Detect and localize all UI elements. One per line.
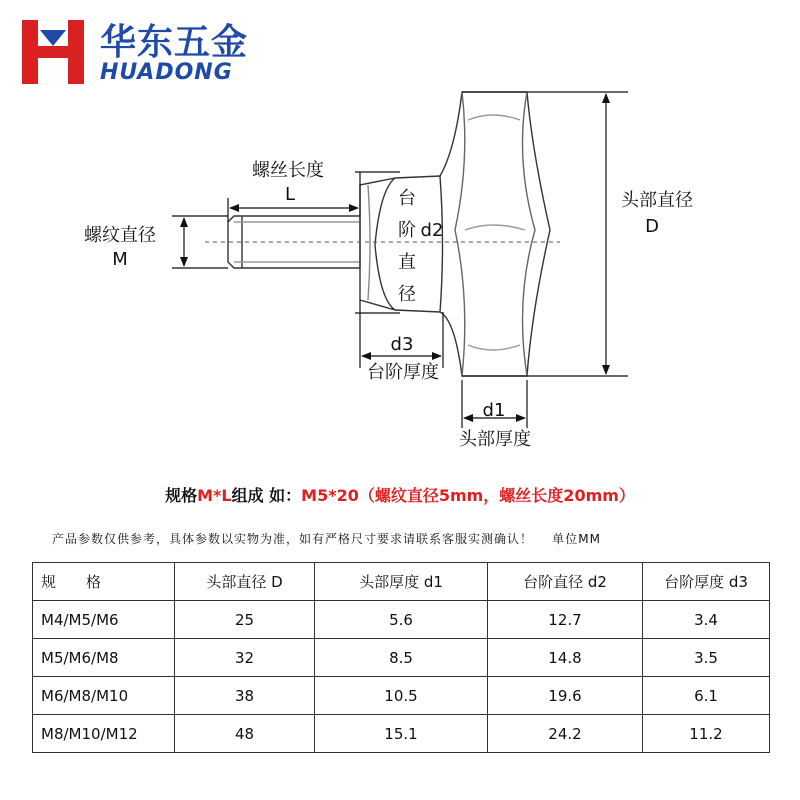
table-cell: 10.5 <box>315 677 488 715</box>
head-thickness-label: 头部厚度 <box>459 429 531 450</box>
spec-middle: 组成 如： <box>231 486 302 505</box>
step-diameter-char-3: 直 <box>398 252 416 273</box>
table-cell: 15.1 <box>315 715 488 753</box>
step-diameter-symbol: d2 <box>420 220 444 241</box>
head-thickness-symbol: d1 <box>482 400 506 421</box>
step-shoulder <box>360 178 395 310</box>
step-thickness-label: 台阶厚度 <box>367 362 439 383</box>
table-cell: 19.6 <box>488 677 643 715</box>
head-diameter-label: 头部直径 <box>621 190 693 211</box>
table-cell: 3.4 <box>643 601 770 639</box>
table-cell: M4/M5/M6 <box>33 601 175 639</box>
table-cell: M6/M8/M10 <box>33 677 175 715</box>
table-cell: 3.5 <box>643 639 770 677</box>
logo-name-en: HUADONG <box>100 60 233 85</box>
table-cell: 25 <box>175 601 315 639</box>
step-thickness-symbol: d3 <box>390 334 414 355</box>
table-cell: 48 <box>175 715 315 753</box>
table-header-cell: 头部厚度 d1 <box>315 563 488 601</box>
table-cell: 6.1 <box>643 677 770 715</box>
table-row <box>33 601 770 639</box>
table-header-cell: 台阶厚度 d3 <box>643 563 770 601</box>
table-cell: 38 <box>175 677 315 715</box>
table-cell: M5/M6/M8 <box>33 639 175 677</box>
thread-length-label: 螺丝长度 <box>252 160 324 181</box>
table-cell: M8/M10/M12 <box>33 715 175 753</box>
table-header-cell: 头部直径 D <box>175 563 315 601</box>
table-row <box>33 677 770 715</box>
logo-name-cn: 华东五金 <box>100 22 249 63</box>
table-cell: 12.7 <box>488 601 643 639</box>
spec-example: M5*20（螺纹直径5mm，螺丝长度20mm） <box>301 486 635 505</box>
step-diameter-char-4: 径 <box>398 284 416 305</box>
table-cell: 14.8 <box>488 639 643 677</box>
step-diameter-char-1: 台 <box>398 188 416 209</box>
unit-label: 单位MM <box>552 532 601 546</box>
step-diameter-char-2: 阶 <box>398 220 416 241</box>
spec-table <box>32 562 770 753</box>
table-cell: 8.5 <box>315 639 488 677</box>
table-header-row <box>33 563 770 601</box>
spec-line <box>0 483 800 506</box>
thread-diameter-symbol: M <box>112 249 128 270</box>
thread-diameter-label: 螺纹直径 <box>84 225 156 246</box>
spec-format: M*L <box>197 486 232 505</box>
table-cell: 5.6 <box>315 601 488 639</box>
table-row <box>33 715 770 753</box>
table-header-cell: 规 格 <box>33 563 175 601</box>
table-row <box>33 639 770 677</box>
notice-line <box>52 530 601 547</box>
table-cell: 24.2 <box>488 715 643 753</box>
thread-length-symbol: L <box>284 184 296 205</box>
table-cell: 32 <box>175 639 315 677</box>
notice-text: 产品参数仅供参考，具体参数以实物为准，如有严格尺寸要求请联系客服实测确认！ <box>52 532 534 546</box>
head-diameter-symbol: D <box>645 216 659 237</box>
table-cell: 11.2 <box>643 715 770 753</box>
spec-prefix: 规格 <box>165 486 198 505</box>
table-header-cell: 台阶直径 d2 <box>488 563 643 601</box>
